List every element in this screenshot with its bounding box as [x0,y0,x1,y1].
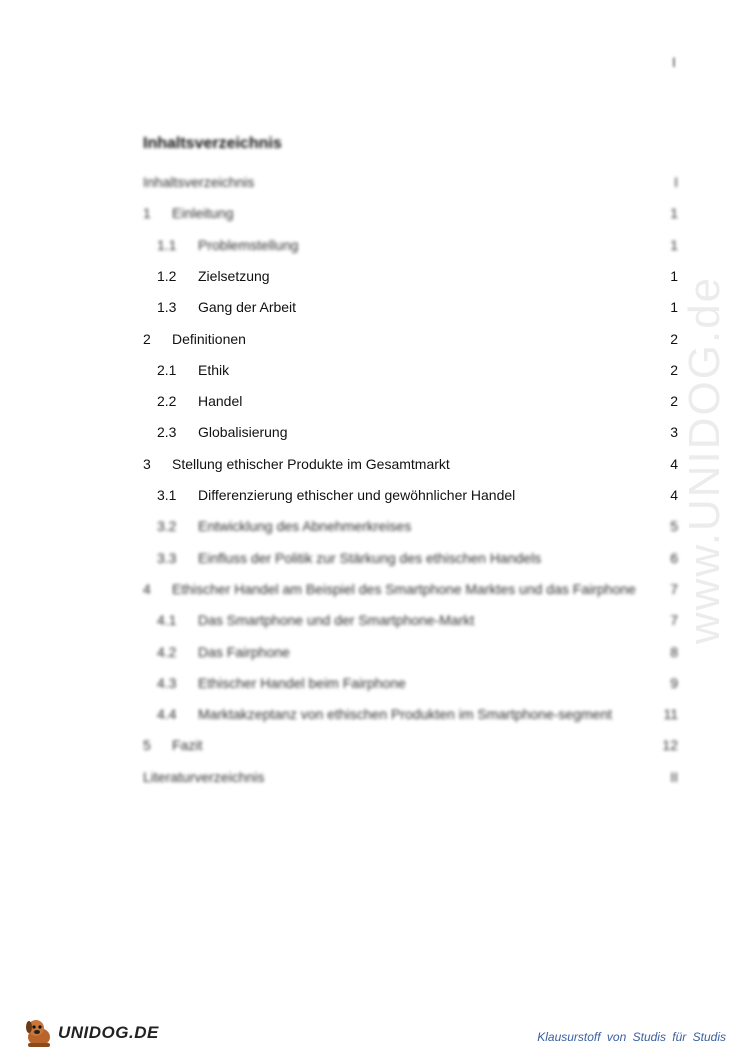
toc-entry-label: Globalisierung [198,424,288,441]
toc-entry-label: Gang der Arbeit [198,299,297,316]
toc-entry-number: 3.2 [157,518,177,535]
toc-entry-label: Literaturverzeichnis [143,768,265,785]
logo [22,1015,172,1051]
toc-entry-label: Das Smartphone und der Smartphone-Markt [198,612,475,629]
toc-entry-number: 1.3 [157,299,177,316]
logo-text: UNIDOG.DE [58,1023,159,1042]
toc-entry-label: Ethik [198,361,230,378]
toc-entry-number: 5 [143,737,151,754]
toc-entry [0,329,750,349]
toc-entry [0,422,750,442]
toc-entry [0,610,750,630]
toc-entry-number: 4.4 [157,706,177,723]
toc-entry-label: Entwicklung des Abnehmerkreises [198,518,412,535]
toc-entry [0,485,750,505]
toc-entry-number: 1.1 [157,236,177,253]
toc-entry-label: Ethischer Handel am Beispiel des Smartphone Marktes und das Fairphone [172,580,636,597]
toc-entry [0,735,750,755]
toc-entry-number: 4.2 [157,643,177,660]
toc-entry-label: Fazit [172,737,203,754]
toc-entry-label: Problemstellung [198,236,299,253]
toc-entry-label: Handel [198,393,243,410]
toc-entry-label: Inhaltsverzeichnis [143,174,255,190]
toc-entry [0,673,750,693]
toc-entry [0,297,750,317]
toc-entry-page: II [670,768,678,785]
toc-entry [0,235,750,255]
toc-entry-page: 2 [670,330,678,347]
toc-entry-number: 2.2 [157,393,177,410]
toc-entry-page: 1 [670,236,678,253]
toc-entry [0,172,750,192]
toc-entry-page: 2 [670,361,678,378]
toc-entry-number: 2 [143,330,151,347]
toc-entry [0,548,750,568]
toc-entry [0,704,750,724]
toc-entry-label: Einleitung [172,205,234,222]
toc-entry-label: Differenzierung ethischer und gewöhnlicher Handel [198,487,516,503]
toc-entry-number: 1.2 [157,267,177,284]
toc-entry-page: 7 [670,580,678,597]
toc-entry-page: 4 [670,487,678,503]
toc-entry-page: 5 [670,518,678,535]
toc-entry [0,579,750,599]
toc-entry-label: Einfluss der Politik zur Stärkung des ethischen Handels [198,549,542,566]
toc-entry-page: 1 [670,267,678,284]
dog-icon [22,1015,56,1049]
footer-text: Klausurstoff von Studis für Studis [537,1030,726,1044]
page-number: I [672,54,676,70]
toc-entry-label: Marktakzeptanz von ethischen Produkten im Smartphone-segment [198,706,612,723]
toc-entry-page: 8 [670,643,678,660]
toc-entry-page: 7 [670,612,678,629]
toc-title: Inhaltsverzeichnis [143,135,282,152]
toc-entry [0,266,750,286]
toc-entry-number: 4.3 [157,674,177,691]
toc-entry-label: Zielsetzung [198,267,270,284]
toc-entry [0,391,750,411]
watermark: www.UNIDOG.de [680,275,729,645]
toc-entry-page: 2 [670,393,678,410]
toc-entry-label: Ethischer Handel beim Fairphone [198,674,406,691]
toc-entry [0,516,750,536]
toc-entry-page: I [674,174,678,190]
toc-entry-page: 1 [670,299,678,316]
toc-entry [0,360,750,380]
toc-entry-page: 3 [670,424,678,441]
toc-entry [0,203,750,223]
toc-entry-label: Stellung ethischer Produkte im Gesamtmarkt [172,455,450,472]
toc-entry-page: 9 [670,674,678,691]
toc-entry [0,454,750,474]
toc-entry-label: Das Fairphone [198,643,290,660]
toc-entry-number: 2.3 [157,424,177,441]
toc-entry-page: 6 [670,549,678,566]
toc-entry-page: 1 [670,205,678,222]
toc-entry-number: 3.3 [157,549,177,566]
toc-entry-number: 1 [143,205,151,222]
toc-entry-label: Definitionen [172,330,246,347]
toc-entry-number: 2.1 [157,361,177,378]
toc-entry [0,767,750,787]
toc-entry [0,642,750,662]
toc-entry-page: 11 [663,706,678,723]
toc-entry-number: 4.1 [157,612,177,629]
toc-entry-number: 4 [143,580,151,597]
toc-entry-page: 4 [670,455,678,472]
toc-entry-number: 3.1 [157,487,177,503]
toc-entry-page: 12 [662,737,678,754]
toc-entry-number: 3 [143,455,151,472]
